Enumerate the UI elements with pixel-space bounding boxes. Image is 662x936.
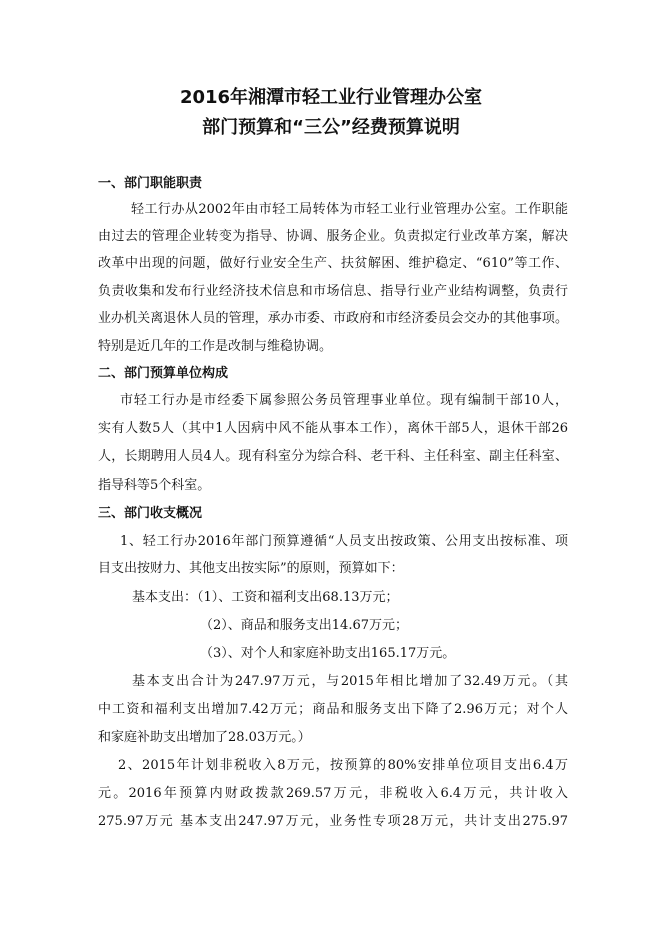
section-heading-units: 二、部门预算单位构成: [98, 366, 229, 381]
section-heading-budget: 三、部门收支概况: [98, 506, 203, 521]
expense-item-line: 基本支出：（1）、工资和福利支出68.13万元；: [132, 590, 399, 605]
paragraph-line: 1、轻工行办2016年部门预算遵循“人员支出按政策、公用支出按标准、项: [120, 534, 568, 549]
paragraph-line: 和家庭补助支出增加了28.03万元。）: [98, 730, 311, 745]
paragraph-line: 实有人数5人（其中1人因病中风不能从事本工作），离休干部5人，退休干部26: [98, 421, 568, 436]
paragraph-line: 由过去的管理企业转变为指导、协调、服务企业。负责拟定行业改革方案，解决: [98, 229, 568, 244]
document-title-line-2: 部门预算和“三公”经费预算说明: [202, 117, 460, 138]
paragraph-line: 275.97万元 基本支出247.97万元，业务性专项28万元，共计支出275.97: [98, 814, 568, 829]
paragraph-line: 元。2016年预算内财政拨款269.57万元，非税收入6.4万元，共计收入: [98, 786, 568, 801]
paragraph-line: 基本支出合计为247.97万元，与2015年相比增加了32.49万元。（其: [132, 674, 568, 689]
paragraph-line: 目支出按财力、其他支出按实际”的原则，预算如下：: [98, 561, 404, 576]
section-heading-duties: 一、部门职能职责: [98, 176, 203, 191]
paragraph-line: 业办机关离退休人员的管理，承办市委、市政府和市经济委员会交办的其他事项。: [98, 311, 568, 326]
paragraph-line: 改革中出现的问题，做好行业安全生产、扶贫解困、维护稳定、“610”等工作、: [98, 256, 568, 271]
paragraph-line: 市轻工行办是市经委下属参照公务员管理事业单位。现有编制干部10人，: [120, 393, 568, 408]
paragraph-line: 特别是近几年的工作是改制与维稳协调。: [98, 339, 333, 354]
paragraph-line: 人，长期聘用人员4人。现有科室分为综合科、老干科、主任科室、副主任科室、: [98, 449, 568, 464]
expense-item-line: （3）、对个人和家庭补助支出165.17万元。: [200, 646, 456, 661]
paragraph-line: 指导科等5个科室。: [98, 478, 211, 493]
paragraph-line: 轻工行办从2002年由市轻工局转体为市轻工业行业管理办公室。工作职能: [131, 202, 568, 217]
expense-item-line: （2）、商品和服务支出14.67万元；: [200, 618, 408, 633]
paragraph-line: 2、2015年计划非税收入8万元，按预算的80%安排单位项目支出6.4万: [118, 758, 568, 773]
document-title-line-1: 2016年湘潭市轻工业行业管理办公室: [179, 87, 483, 108]
paragraph-line: 中工资和福利支出增加7.42万元；商品和服务支出下降了2.96万元；对个人: [98, 702, 568, 717]
paragraph-line: 负责收集和发布行业经济技术信息和市场信息、指导行业产业结构调整，负责行: [98, 284, 568, 299]
